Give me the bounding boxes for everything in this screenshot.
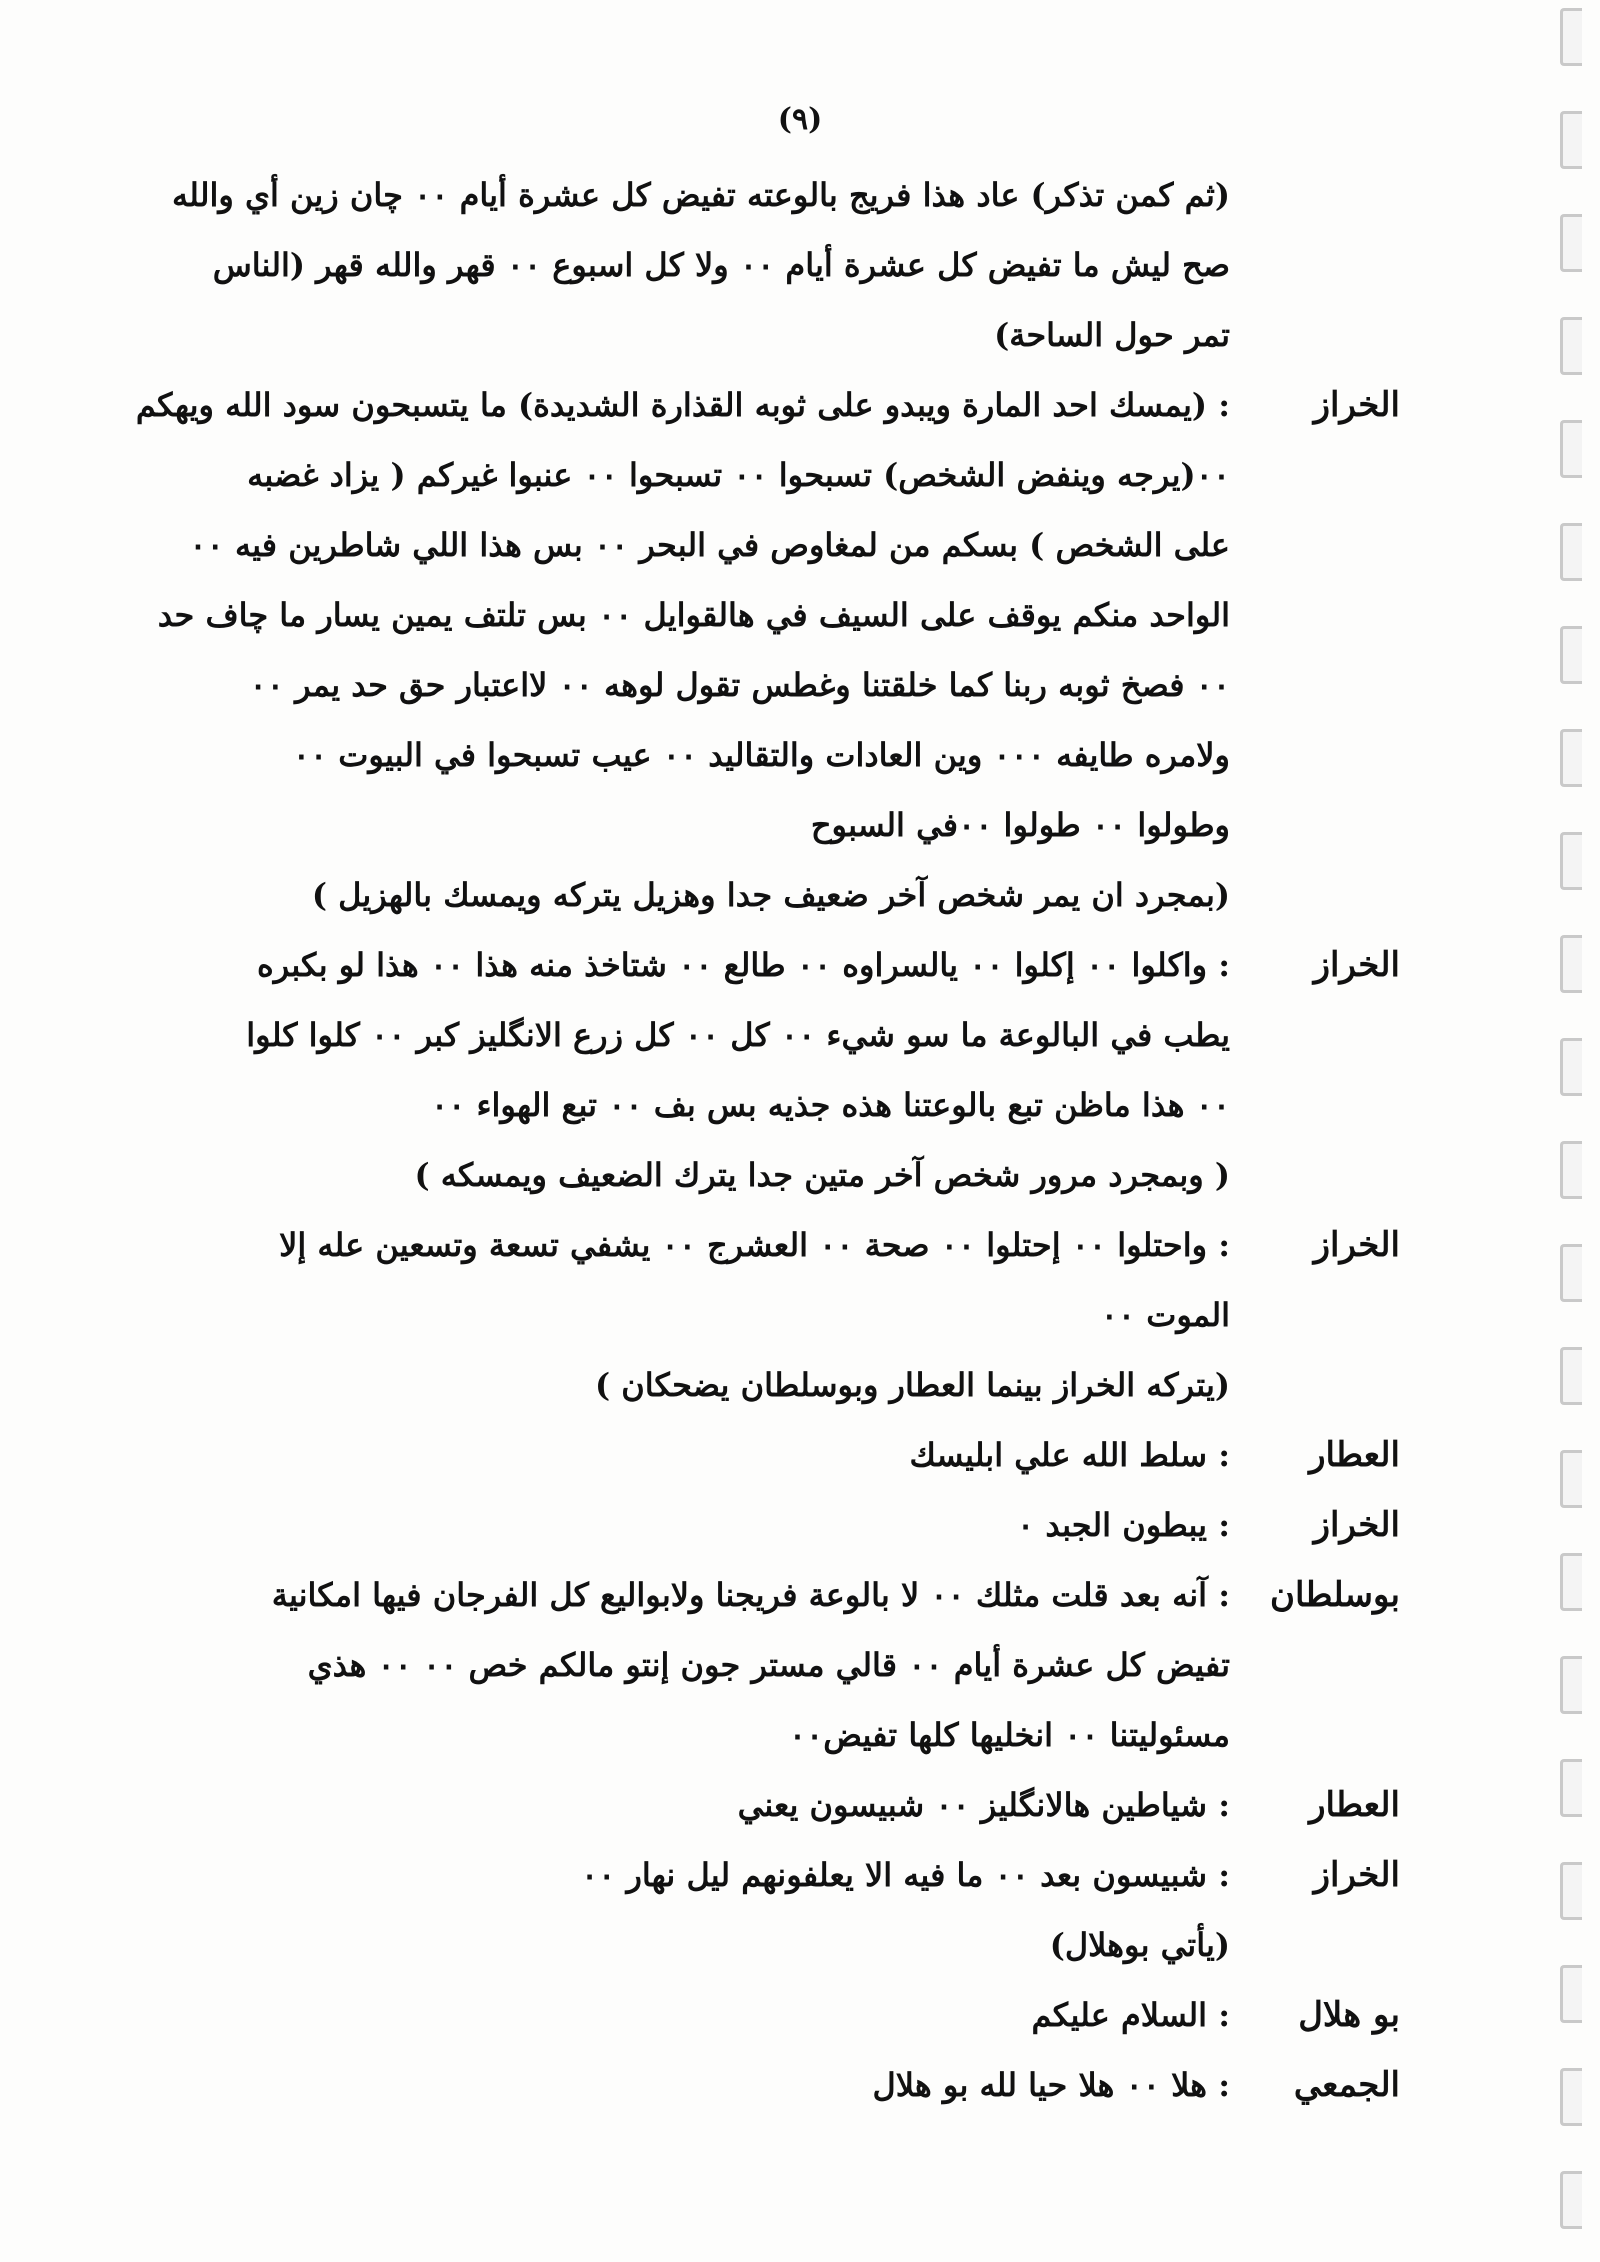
speaker-name: العطار [1309, 1435, 1400, 1475]
speech-line: : واحتلوا ٠٠ إحتلوا ٠٠ صحة ٠٠ العشرج ٠٠ يشفي تسعة وتسعين عله إلا [279, 1226, 1230, 1264]
speech-line: (بمجرد ان يمر شخص آخر ضعيف جدا وهزيل يتركه ويمسك بالهزيل ) [311, 876, 1230, 914]
speaker-name: بو هلال [1298, 1995, 1400, 2035]
speaker-name: العطار [1309, 1785, 1400, 1825]
speaker-spacer [1230, 160, 1400, 370]
speech-line: تفيض كل عشرة أيام ٠٠ قالي مستر جون إنتو مالكم خص ٠٠ ٠٠ هذي [307, 1646, 1230, 1684]
speaker-name: الخراز [1313, 945, 1400, 985]
speech-line: تمر حول الساحة) [994, 316, 1230, 354]
speech-line: : السلام عليكم [1031, 1996, 1230, 2034]
binder-ring-icon [1560, 2171, 1582, 2229]
speech-line: : يبطون الجبد ٠ [1016, 1506, 1230, 1544]
speaker-name: الجمعي [1293, 2065, 1400, 2105]
speech-block [230, 1770, 1230, 1840]
speaker-name: الخراز [1313, 1505, 1400, 1545]
speech-block [230, 1560, 1230, 1770]
speaker-name: الخراز [1313, 1225, 1400, 1265]
dialogue-entry [0, 1490, 1600, 1560]
speech-line: صح ليش ما تفيض كل عشرة أيام ٠٠ ولا كل اسبوع ٠٠ قهر والله قهر (الناس [212, 246, 1230, 284]
speech-block [230, 930, 1230, 1210]
script-body [0, 160, 1600, 2120]
speech-line: : شياطين هالانگليز ٠٠ شبيسون يعني [737, 1786, 1230, 1824]
speaker-name: الخراز [1313, 1855, 1400, 1895]
speech-block [230, 1210, 1230, 1420]
speech-line: : شبيسون بعد ٠٠ ما فيه الا يعلفونهم ليل نهار ٠٠ [580, 1856, 1230, 1894]
speech-line: ٠٠(يرجه وينفض الشخص) تسبحوا ٠٠ تسبحوا ٠٠ عنبوا غيركم ( يزاد غضبه [247, 456, 1230, 494]
speech-line: على الشخص ) بسكم من لمغاوص في البحر ٠٠ بس هذا اللي شاطرين فيه ٠٠ [189, 526, 1230, 564]
speaker-name: بوسلطان [1270, 1575, 1400, 1615]
speech-block [230, 2050, 1230, 2120]
dialogue-entry [0, 1560, 1600, 1770]
speech-line: ٠٠ هذا ماظن تبع بالوعتنا هذه جذيه بس بف ٠٠ تبع الهواء ٠٠ [430, 1086, 1230, 1124]
speech-block [135, 370, 1230, 930]
speech-line: : هلا ٠٠ هلا حيا لله بو هلال [872, 2066, 1230, 2104]
dialogue-entry [0, 1840, 1600, 1980]
dialogue-entry [0, 1770, 1600, 1840]
speech-line: (ثم كمن تذكر) عاد هذا فريج بالوعته تفيض كل عشرة أيام ٠٠ چان زين أي والله [171, 176, 1230, 214]
speech-line: ٠٠ فصخ ثوبه ربنا كما خلقتنا وغطس تقول لوهه ٠٠ لااعتبار حق حد يمر ٠٠ [249, 666, 1230, 704]
dialogue-entry [0, 160, 1600, 370]
speech-line: (يتركه الخراز بينما العطار وبوسلطان يضحكان ) [594, 1366, 1230, 1404]
speech-line: : (يمسك احد المارة ويبدو على ثوبه القذارة الشديدة) ما يتسبحون سود الله ويهكم [135, 386, 1230, 424]
speech-line: : آنه بعد قلت مثلك ٠٠ لا بالوعة فريجنا ولابواليع كل الفرجان فيها امكانية [271, 1576, 1230, 1614]
speech-line: : سلط الله علي ابليسك [909, 1436, 1230, 1474]
binder-ring-icon [1560, 8, 1582, 66]
speech-line: مسئوليتنا ٠٠ انخليها كلها تفيض٠٠ [788, 1716, 1230, 1754]
speech-block [230, 1980, 1230, 2050]
speech-line: يطب في البالوعة ما سو شيء ٠٠ كل ٠٠ كل زرع الانگليز كبر ٠٠ كلوا كلوا [246, 1016, 1230, 1054]
speaker-name: الخراز [1313, 385, 1400, 425]
speech-block [171, 160, 1230, 370]
speech-line: (يأتي بوهلال) [1049, 1926, 1230, 1964]
speech-line: ولامره طايفه ٠٠٠ وين العادات والتقاليد ٠٠ عيب تسبحوا في البيوت ٠٠ [292, 736, 1230, 774]
speech-line: : واكلوا ٠٠ إكلوا ٠٠ يالسراوه ٠٠ طالع ٠٠ شتاخذ منه هذا ٠٠ هذا لو بكبره [256, 946, 1230, 984]
speech-block [230, 1420, 1230, 1490]
dialogue-entry [0, 2050, 1600, 2120]
dialogue-entry [0, 930, 1600, 1210]
speech-block [230, 1840, 1230, 1980]
dialogue-entry [0, 370, 1600, 930]
speech-line: وطولوا ٠٠ طولوا ٠٠في السبوح [810, 806, 1230, 844]
page-number: (٩) [777, 102, 823, 137]
speech-line: ( وبمجرد مرور شخص آخر متين جدا يترك الضعيف ويمسكه ) [414, 1156, 1230, 1194]
speech-line: الموت ٠٠ [1100, 1296, 1230, 1334]
dialogue-entry [0, 1210, 1600, 1420]
dialogue-entry [0, 1420, 1600, 1490]
speech-block [230, 1490, 1230, 1560]
speech-line: الواحد منكم يوقف على السيف في هالقوايل ٠٠ بس تلتف يمين يسار ما چاف حد [157, 596, 1230, 634]
dialogue-entry [0, 1980, 1600, 2050]
